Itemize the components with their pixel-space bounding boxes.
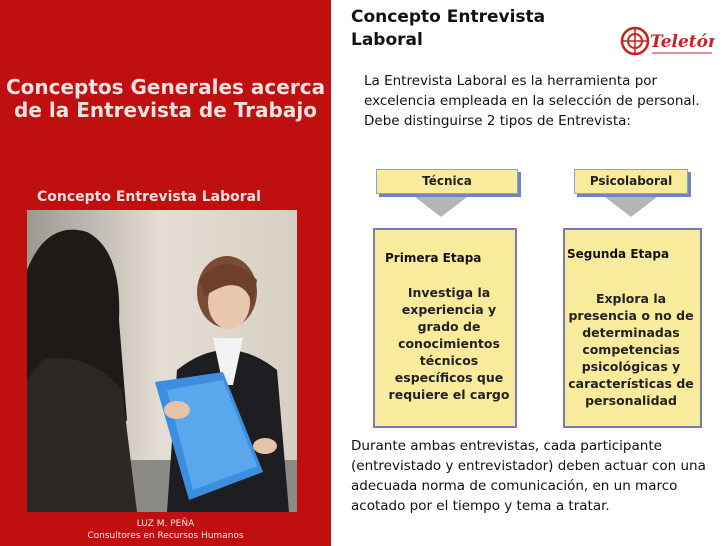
type-label-tecnica: Técnica <box>422 174 472 188</box>
teleton-logo-text: Teletón <box>650 32 715 52</box>
type-label-psicolaboral: Psicolaboral <box>589 174 673 188</box>
arrow-down-icon <box>415 197 467 217</box>
interview-illustration <box>27 210 297 512</box>
type-box-tecnica <box>376 169 518 194</box>
footer-name: LUZ M. PEÑA <box>136 519 195 529</box>
stage-description-2: Explora la presencia o no de determinadas competencias psicológicas y características de personalidad <box>568 291 694 408</box>
teleton-logo <box>620 24 715 60</box>
type-box-psicolaboral <box>574 169 688 194</box>
stage-label-2: Segunda Etapa <box>567 247 670 261</box>
footer-role: Consultores en Recursos Humanos <box>87 531 244 541</box>
page-title-line1: Concepto Entrevista <box>351 7 546 27</box>
intro-paragraph: La Entrevista Laboral es la herramienta por excelencia empleada en la selección de personal. Debe distinguirse 2 tipos de Entrevista: <box>364 73 700 129</box>
stage-description-1: Investiga la experiencia y grado de conocimientos técnicos específicos que requiere el cargo <box>388 285 510 402</box>
stage-label-1: Primera Etapa <box>385 251 482 265</box>
footer <box>0 518 331 542</box>
closing-paragraph: Durante ambas entrevistas, cada participante (entrevistado y entrevistador) deben actuar con una adecuada norma de comunicación, en un marco acotado por el tiempo y tema a tratar. <box>351 438 706 514</box>
page-title <box>351 6 545 52</box>
teleton-logo-icon <box>620 24 715 60</box>
section-title: Conceptos Generales acerca de la Entrevista de Trabajo <box>5 75 326 122</box>
page-title-line2: Laboral <box>351 30 423 50</box>
section-subtitle: Concepto Entrevista Laboral <box>37 189 261 205</box>
left-panel <box>0 0 331 546</box>
interview-photo <box>27 210 297 512</box>
arrow-down-icon <box>605 197 657 217</box>
